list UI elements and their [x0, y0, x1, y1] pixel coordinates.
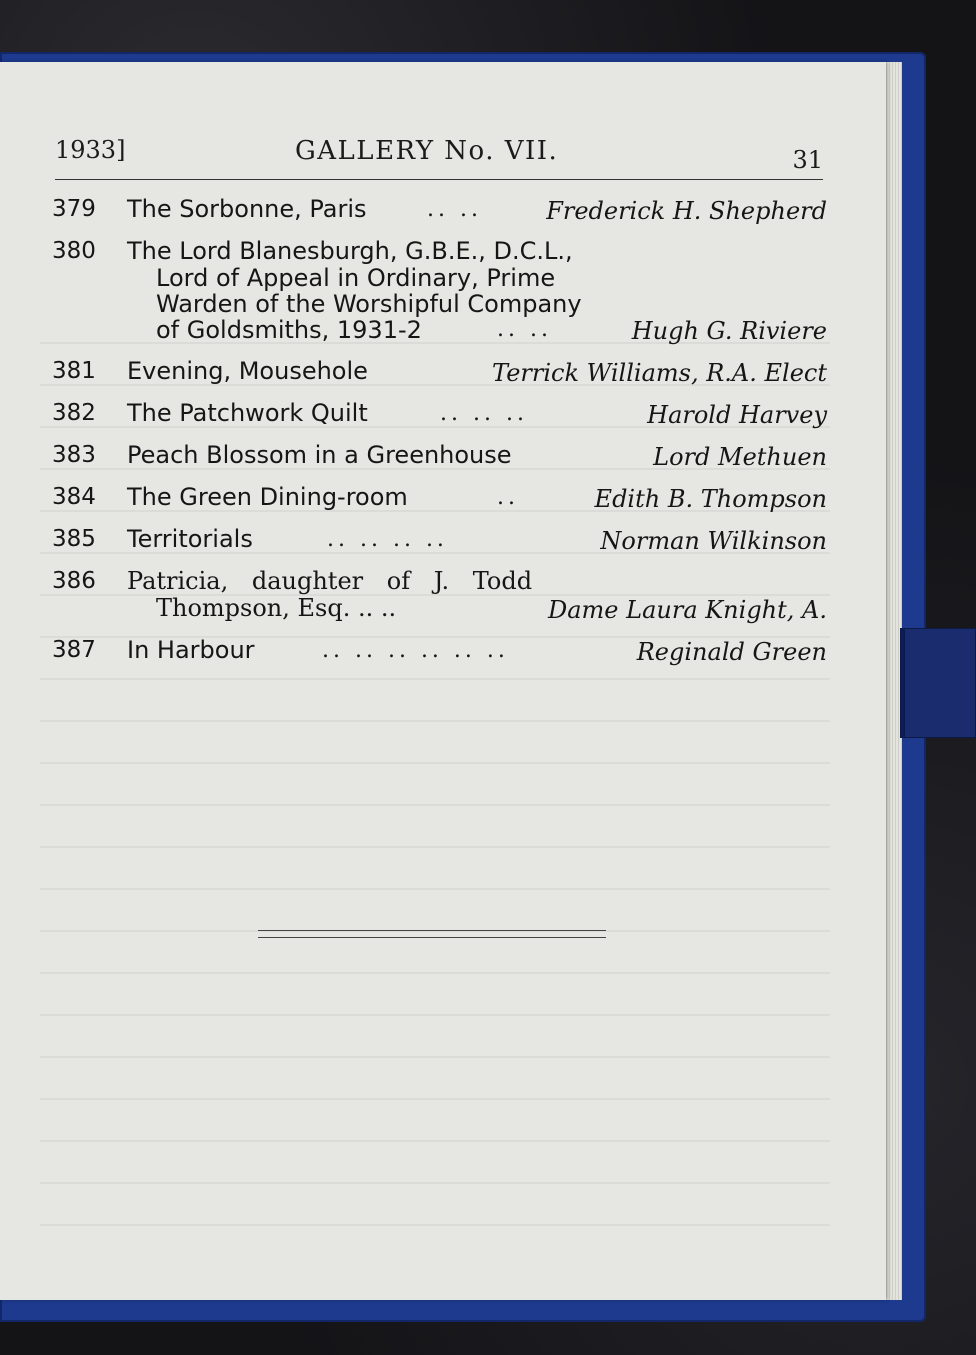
entry-title: Territorials [127, 525, 253, 553]
leader-dots: .. .. .. [440, 401, 528, 426]
entry-title: In Harbour [127, 636, 255, 664]
entry-artist: Dame Laura Knight, A. [548, 596, 827, 624]
entry-number: 382 [52, 400, 96, 426]
entry-artist: Harold Harvey [647, 401, 827, 429]
header-year: 1933] [55, 136, 126, 164]
entry-artist: Edith B. Thompson [594, 485, 827, 513]
entry-artist: Reginald Green [636, 638, 827, 666]
section-end-rule [258, 930, 606, 938]
entry-title: Evening, Mousehole [127, 357, 368, 385]
catalogue-entry [52, 358, 827, 385]
entry-number: 387 [52, 637, 96, 663]
leader-dots: .. .. .. .. .. .. [322, 638, 509, 663]
catalogue-entries [52, 196, 827, 679]
catalogue-entry [52, 526, 827, 553]
entry-title: The Sorbonne, Paris [127, 195, 367, 223]
entry-artist: Norman Wilkinson [600, 527, 827, 555]
entry-subtitle: Lord of Appeal in Ordinary, Prime Warden of the Worshipful Company of Goldsmiths, 1931-2 [156, 264, 582, 344]
entry-subtitle: Thompson, Esq. .. .. [156, 594, 397, 622]
entry-number: 385 [52, 526, 96, 552]
entry-artist: Frederick H. Shepherd [546, 197, 827, 225]
leader-dots: .. .. [427, 197, 482, 222]
entry-artist: Hugh G. Riviere [631, 317, 827, 345]
leader-dots: .. [497, 485, 519, 510]
gallery-title: GALLERY No. VII. [295, 136, 559, 166]
catalogue-entry [52, 484, 827, 511]
entry-number: 384 [52, 484, 96, 510]
page-header [55, 132, 825, 180]
catalogue-entry [52, 442, 827, 469]
catalogue-entry [52, 568, 827, 622]
catalogue-entry [52, 196, 827, 223]
entry-title: The Green Dining-room [127, 483, 408, 511]
catalogue-entry [52, 637, 827, 664]
entry-number: 383 [52, 442, 96, 468]
entry-title: Patricia, daughter of J. Todd [127, 567, 533, 595]
entry-artist: Terrick Williams, R.A. Elect [492, 359, 827, 387]
leader-dots: .. .. .. .. [327, 527, 448, 552]
entry-number: 379 [52, 196, 96, 222]
header-rule [55, 179, 823, 180]
entry-title: The Lord Blanesburgh, G.B.E., D.C.L., [127, 237, 573, 265]
bookmark-ribbon[interactable] [904, 628, 976, 738]
entry-number: 381 [52, 358, 96, 384]
entry-title: Peach Blossom in a Greenhouse [127, 441, 512, 469]
catalogue-entry [52, 400, 827, 427]
catalogue-entry [52, 238, 827, 343]
leader-dots: .. .. [497, 317, 552, 342]
page-number: 31 [792, 146, 823, 174]
entry-title: The Patchwork Quilt [127, 399, 368, 427]
entry-number: 380 [52, 238, 96, 264]
entry-artist: Lord Methuen [653, 443, 827, 471]
entry-number: 386 [52, 568, 96, 594]
